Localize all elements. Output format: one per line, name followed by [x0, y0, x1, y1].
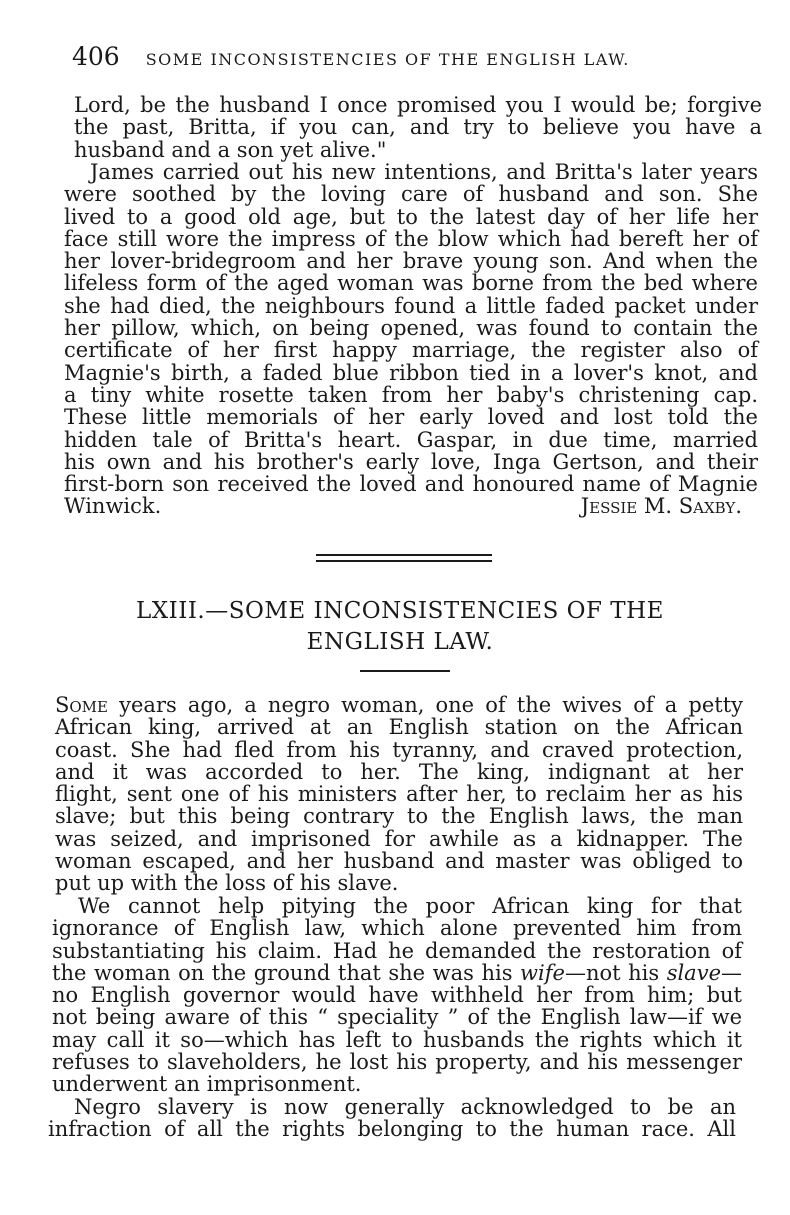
- article-title: [70, 596, 730, 658]
- text-line: slave; but this being contrary to the English laws, the man: [55, 804, 743, 829]
- story-final-paragraph: [64, 161, 758, 518]
- final-word: Winwick.: [64, 494, 162, 519]
- text-line: and it was accorded to her. The king, indignant at her: [55, 759, 743, 784]
- text-line: Some years ago, a negro woman, one of the wives of a petty: [55, 693, 743, 717]
- text-line: she had died, the neighbours found a little faded packet under: [64, 293, 758, 318]
- text-line: Negro slavery is now generally acknowledged to be an: [74, 1095, 736, 1119]
- text-line: James carried out his new intentions, and Britta's later years: [90, 160, 758, 184]
- text-line: lived to a good old age, but to the latest day of her life her: [64, 204, 758, 229]
- title-line-1: LXIII.—SOME INCONSISTENCIES OF THE: [136, 598, 664, 624]
- signature-line: [64, 495, 758, 517]
- emphasis-slave: slave: [666, 960, 721, 985]
- text-line: We cannot help pitying the poor African king for that: [78, 894, 742, 918]
- text-line: flight, sent one of his ministers after her, to reclaim her as his: [55, 782, 743, 807]
- text-line: first-born son received the loved and honoured name of Magnie: [64, 472, 758, 497]
- article-paragraph-1: [55, 694, 743, 895]
- text-line: face still wore the impress of the blow which had bereft her of: [64, 226, 758, 251]
- title-underline: [360, 670, 450, 672]
- text-line: no English governor would have withheld her from him; but: [52, 983, 742, 1008]
- text-line: her pillow, which, on being opened, was found to contain the: [64, 316, 758, 341]
- text-line: African king, arrived at an English station on the African: [55, 715, 743, 740]
- text-line: a tiny white rosette taken from her baby's christening cap.: [64, 382, 758, 407]
- text-line: put up with the loss of his slave.: [55, 871, 399, 896]
- text-line: the past, Britta, if you can, and try to believe you have a: [74, 115, 762, 140]
- text-line: underwent an imprisonment.: [52, 1072, 362, 1097]
- text-line: not being aware of this “ speciality ” of the English law—if we: [52, 1005, 742, 1030]
- emphasis-wife: wife: [520, 960, 565, 985]
- text-line: the woman on the ground that she was his wife—not his slave—: [52, 960, 742, 985]
- text-line: Magnie's birth, a faded blue ribbon tied in a lover's knot, and: [64, 360, 758, 385]
- opening-word: Some: [55, 693, 108, 717]
- text-line: were soothed by the loving care of husband and son. She: [64, 182, 758, 207]
- author-signature: Jessie M. Saxby.: [580, 494, 742, 519]
- text-line: substantiating his claim. Had he demanded the restoration of: [52, 938, 742, 963]
- text-line: Lord, be the husband I once promised you I would be; forgive: [74, 93, 762, 117]
- article-paragraph-2: [52, 895, 742, 1096]
- text-line: infraction of all the rights belonging to the human race. All: [48, 1117, 736, 1142]
- text-line: was seized, and imprisoned for awhile as a kidnapper. The: [55, 826, 743, 851]
- text-line: ignorance of English law, which alone prevented him from: [52, 916, 742, 941]
- text-line: woman escaped, and her husband and master was obliged to: [55, 849, 743, 874]
- running-title: SOME INCONSISTENCIES OF THE ENGLISH LAW.: [145, 50, 630, 69]
- text-line: hidden tale of Britta's heart. Gaspar, in due time, married: [64, 427, 758, 452]
- text-line: husband and a son yet alive.": [74, 137, 387, 162]
- text-line: lifeless form of the aged woman was borne from the bed where: [64, 271, 758, 296]
- text-line: certificate of her first happy marriage, the register also of: [64, 338, 758, 363]
- text-line: coast. She had fled from his tyranny, and craved protection,: [55, 737, 743, 762]
- page-number: 406: [72, 42, 120, 71]
- article-paragraph-3: [48, 1096, 736, 1141]
- section-divider-bottom: [316, 560, 492, 562]
- text-line: may call it so—which has left to husbands the rights which it: [52, 1027, 742, 1052]
- section-divider-top: [316, 554, 492, 556]
- running-header: [72, 42, 752, 71]
- text-line: refuses to slaveholders, he lost his property, and his messenger: [52, 1050, 742, 1075]
- text-line: her lover-bridegroom and her brave young son. And when the: [64, 249, 758, 274]
- text-line: his own and his brother's early love, Inga Gertson, and their: [64, 449, 758, 474]
- story-continuation: [74, 94, 762, 161]
- text-line: These little memorials of her early loved and lost told the: [64, 405, 758, 430]
- title-line-2: ENGLISH LAW.: [306, 629, 494, 655]
